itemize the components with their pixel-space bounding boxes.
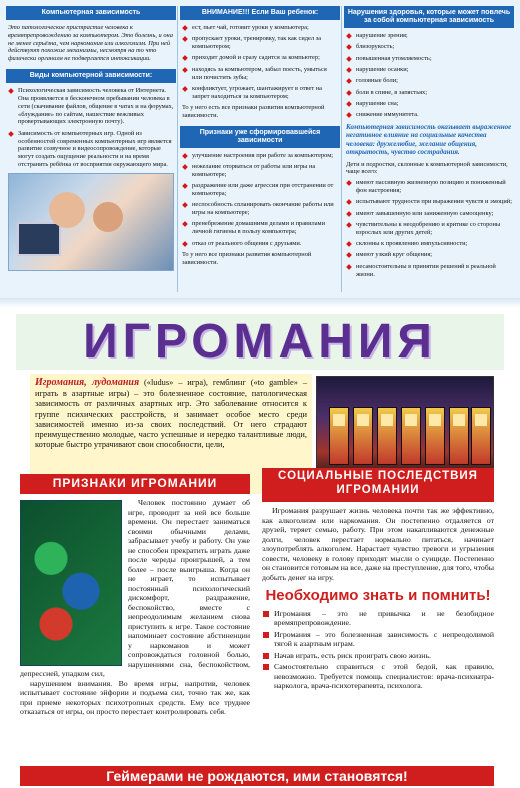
section-separator bbox=[0, 298, 520, 308]
slot-machine-shape bbox=[471, 407, 491, 465]
social-text: Игромания разрушает жизнь человека почти так же эффективно, как алкоголизм или наркомания. Он постепенно отдаляется от друзей, теряет семью, работу. При этом накапливаются денежные долги, человек перестает нормально питаться, начинает злоупотреблять алкоголем. Нарастает чувство тревоги и угрызения совести, человеку в голову приходят мысли о суициде. Постепенно он становится готовым на все, даже на преступление, для того, чтобы добыть денег на игру. bbox=[262, 506, 494, 582]
highlight-quote: Компьютерная зависимость оказывает выраженное негативное влияние на социальные качества человека: дружелюбие, желание общения, открытость, чувство сострадания. bbox=[346, 123, 512, 157]
list-item: нарушение сна; bbox=[346, 100, 512, 108]
list-item: конфликтует, угрожает, шантажирует в ответ на запрет находиться за компьютером; bbox=[182, 85, 338, 101]
list-item: ест, пьет чай, готовит уроки у компьютера; bbox=[182, 24, 338, 32]
slot-machine-shape bbox=[449, 407, 469, 465]
list-item: имеют узкий круг общения; bbox=[346, 251, 512, 259]
poster-section bbox=[0, 308, 520, 788]
list-item: Начав играть, есть риск проиграть свою жизнь. bbox=[262, 651, 494, 661]
signs-column bbox=[20, 498, 250, 762]
list-item: нарушение осанки; bbox=[346, 66, 512, 74]
list-item: испытывают трудности при выражении чувств и эмоций; bbox=[346, 198, 512, 206]
poster-title: ИГРОМАНИЯ bbox=[16, 314, 504, 370]
column-divider bbox=[177, 6, 178, 292]
section-header-computer-addiction: Компьютерная зависимость bbox=[6, 6, 176, 20]
note-text: То у него все признаки развития компьютерной зависимости. bbox=[182, 250, 312, 266]
list-item: отказ от реального общения с друзьями. bbox=[182, 240, 338, 248]
signs-list bbox=[180, 152, 340, 248]
list-item: Психологическая зависимость человека от Интернета. Она проявляется в бесконечном пребывании человека в сети (скачивание файлов, общение в чатах и на форумах, «блуждание» по сайтам, нашествие вежливых провертывающих электронную почту). bbox=[8, 87, 174, 126]
list-item: приходит домой и сразу садится за компьютер; bbox=[182, 54, 338, 62]
section-header-health: Нарушения здоровья, которые может повлечь за собой компьютерная зависимость bbox=[344, 6, 514, 28]
brochure-section bbox=[0, 0, 520, 298]
note-text: То у него есть все признаки развития компьютерной зависимости. bbox=[182, 104, 325, 119]
social-consequences-header: СОЦИАЛЬНЫЕ ПОСЛЕДСТВИЯ ИГРОМАНИИ bbox=[262, 468, 494, 502]
list-item: Игромания – это болезненная зависимость с непреодолимой тягой к азартным играм. bbox=[262, 630, 494, 649]
definition-term: Игромания, лудомания bbox=[35, 377, 140, 388]
slot-machine-shape bbox=[425, 407, 445, 465]
brochure-column-2 bbox=[180, 0, 340, 298]
children-at-computer-photo bbox=[8, 173, 174, 271]
social-column bbox=[262, 506, 494, 693]
brochure-column-3 bbox=[344, 0, 514, 298]
list-item: близорукость; bbox=[346, 43, 512, 51]
list-item: раздражение или даже агрессия при отстранении от компьютера; bbox=[182, 182, 338, 198]
slot-machine-shape bbox=[377, 407, 397, 465]
list-item: Зависимость от компьютерных игр. Одной из особенностей современных компьютерных игр является развитие созвучное и видеосопровождение, которые могут создать ощущение реальности и на время отстранить ребёнка от восприятия окружающего мира. bbox=[8, 130, 174, 169]
section-header-attention: ВНИМАНИЕ!!! Если Ваш ребенок: bbox=[180, 6, 340, 20]
definition-text: («ludus» – игра), гемблинг («to gamble» – играть в азартные игры) – это болезненное состояние, патологическая зависимость от различных азартных игр. Это заболевание относится к группе психических расстройств, и занимает особое место среди зависимостей именно из-за своих последствий. От него страдают преимущественно молодые, часто успешные и нередко талантливые люди, которые быстро утрачивают свои способности, цели, bbox=[35, 378, 308, 450]
monitor-shape bbox=[17, 222, 61, 256]
list-item: повышенная утомляемость; bbox=[346, 55, 512, 63]
child-head-shape bbox=[93, 202, 123, 232]
list-item: улучшение настроения при работе за компьютером; bbox=[182, 152, 338, 160]
casino-slot-machines-photo bbox=[316, 376, 494, 478]
list-item: головные боли; bbox=[346, 77, 512, 85]
brochure-column-1 bbox=[6, 0, 176, 298]
list-item: склонны к проявлению импульсивности; bbox=[346, 240, 512, 248]
list-item: нежелание оторваться от работы или игры на компьютере; bbox=[182, 163, 338, 179]
list-item: Игромания – это не привычка и не безобидное времяпрепровождение. bbox=[262, 609, 494, 628]
intro-text: Это патологическое пристрастие человека к времяпрепровождению за компьютером. Это болезнь, и она не менее серьёзна, чем наркомания или алкоголизм. При ней действуют похожие механизмы, несмотря на то что физически организм не подвергается интоксикации. bbox=[8, 24, 173, 63]
types-list bbox=[6, 87, 176, 169]
list-item: неспособность спланировать окончание работы или игры на компьютере; bbox=[182, 201, 338, 217]
section-header-types: Виды компьютерной зависимости: bbox=[6, 69, 176, 83]
slot-machine-shape bbox=[329, 407, 349, 465]
list-item: имеют завышенную или заниженную самооценку; bbox=[346, 210, 512, 218]
column-divider bbox=[341, 6, 342, 292]
warning-list bbox=[180, 24, 340, 101]
footer-slogan: Геймерами не рождаются, ими становятся! bbox=[20, 766, 494, 786]
list-item: боли в спине, в запястьях; bbox=[346, 89, 512, 97]
list-item: снижение иммунитета. bbox=[346, 111, 512, 119]
casino-chips-photo bbox=[20, 500, 122, 666]
health-list bbox=[344, 32, 514, 119]
signs-text-continued: нарушением внимания. Во время игры, напротив, человек испытывает состояние эйфории и подъема сил, точно так же, как при приеме некоторых психотропных средств. Ему все труднее отказаться от игры, он просто перестает контролировать себя. bbox=[20, 678, 250, 716]
signs-header: ПРИЗНАКИ ИГРОМАНИИ bbox=[20, 474, 250, 494]
list-item: пропускает уроки, тренировку, так как сидел за компьютером; bbox=[182, 35, 338, 51]
section-header-formed-signs: Признаки уже сформировавшейся зависимости bbox=[180, 126, 340, 148]
list-item: находясь за компьютером, забыл поесть, умыться или почистить зубы; bbox=[182, 66, 338, 82]
list-item: несамостоятельны в принятии решений в реальной жизни. bbox=[346, 263, 512, 279]
signs-text: Человек постоянно думает об игре, проводит за ней все больше времени. Он перестает заниматься своими обычными делами, забрасывает учебу и работу. Он уже не способен прекратить играть даже после череды проигрышей, а тем более – после выигрыша. Когда он не играет, то испытывает постоянный психологический дискомфорт, раздражение, беспокойство, вместе с непреодолимым желанием снова приступить к игре. Такое состояние напоминает состояние абстиненции у наркоманов и может сопровождаться головной болью, нарушениями сна, беспокойством, депрессией, упадком сил, bbox=[20, 498, 250, 678]
list-item: имеют пассивную жизненную позицию и пониженный фон настроения; bbox=[346, 179, 512, 195]
intro-text: Дети и подростки, склонные к компьютерной зависимости, чаще всего: bbox=[346, 160, 508, 176]
list-item: пренебрежение домашними делами и правилами личной гигиены в пользу компьютера; bbox=[182, 220, 338, 236]
must-know-list bbox=[262, 609, 494, 691]
list-item: чувствительны к неодобрению и критике со стороны взрослых или других детей; bbox=[346, 221, 512, 237]
list-item: нарушение зрения; bbox=[346, 32, 512, 40]
risk-traits-list bbox=[344, 179, 514, 278]
slot-machine-shape bbox=[353, 407, 373, 465]
list-item: Самостоятельно справиться с этой бедой, как правило, невозможно. Требуется помощь специалистов: врача-психиатра-нарколога, врача-психотерапевта, психолога. bbox=[262, 662, 494, 691]
must-know-title: Необходимо знать и помнить! bbox=[265, 587, 491, 604]
child-head-shape bbox=[49, 192, 85, 228]
slot-machine-shape bbox=[401, 407, 421, 465]
